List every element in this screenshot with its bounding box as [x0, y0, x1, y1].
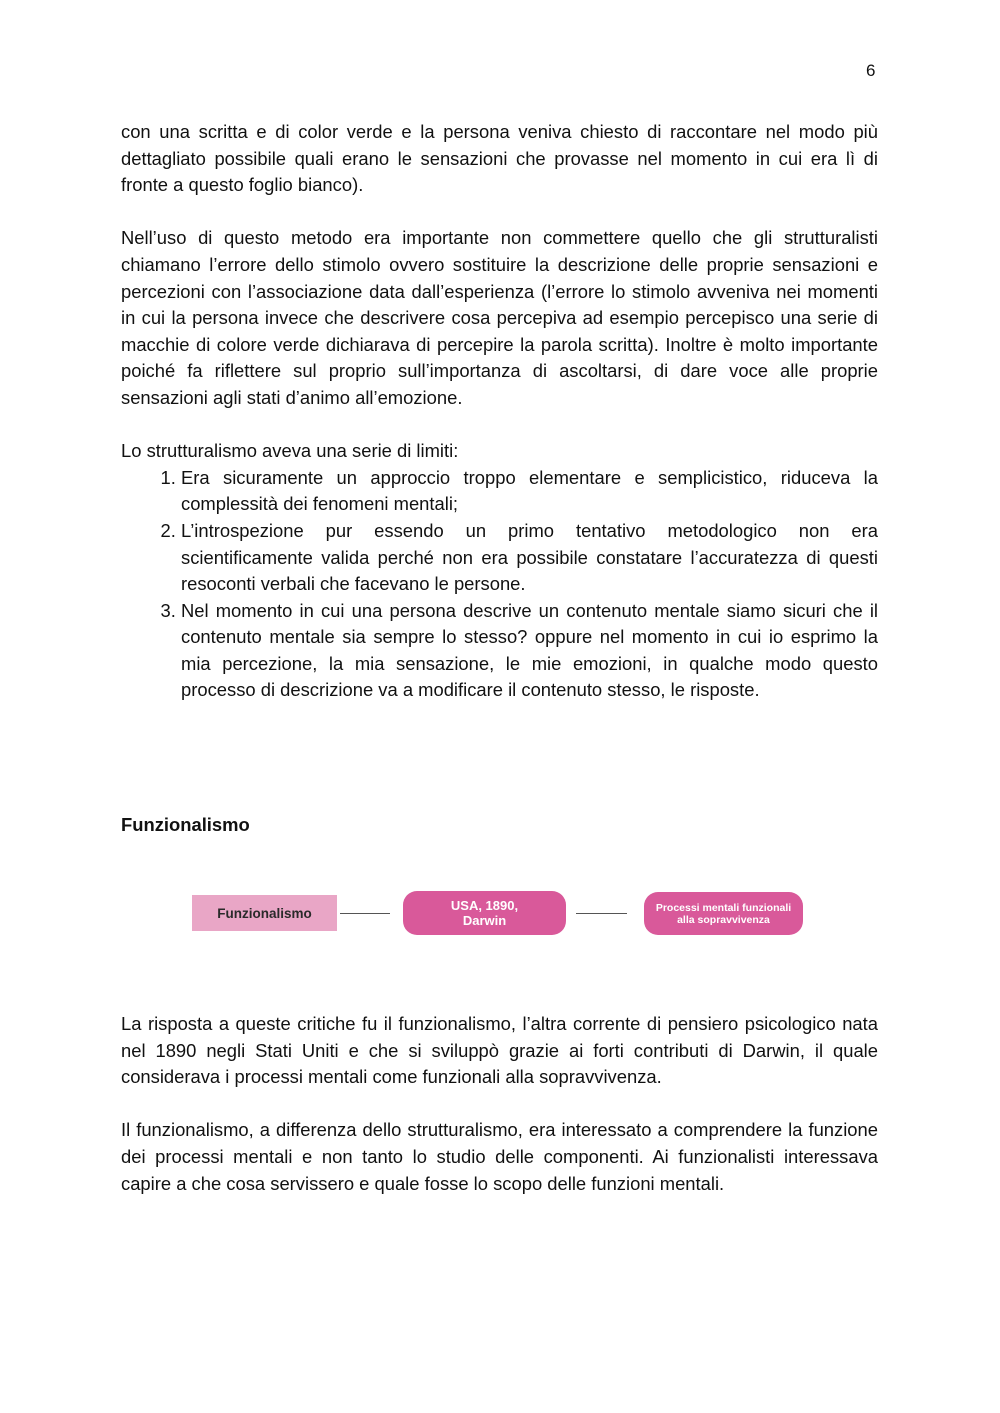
body-text-top — [121, 119, 878, 704]
limits-list — [121, 465, 878, 704]
section-heading: Funzionalismo — [121, 814, 250, 835]
list-item: 3. Nel momento in cui una persona descrive un contenuto mentale siamo sicuri che il contenuto mentale sia sempre lo stesso? oppure nel momento in cui io esprimo la mia percezione, la mia sensazione, le mie emozioni, in qualche modo questo processo di descrizione va a modificare il contenuto stesso, le risposte. — [181, 598, 878, 704]
diagram-node-funzionalismo: Funzionalismo — [192, 895, 337, 931]
diagram-connector — [576, 913, 627, 914]
diagram-node-origin — [403, 891, 566, 935]
paragraph: Nell’uso di questo metodo era importante non commettere quello che gli strutturalisti chiamano l’errore dello stimolo ovvero sostituire la descrizione delle proprie sensazioni e percezioni con l’associazione data dall’esperienza (l’errore lo stimolo avveniva nei momenti in cui la persona invece che descrivere cosa percepiva ad esempio percepisco una serie di macchie di colore verde dichiarava di percepire la parola scritta). Inoltre è molto importante poiché fa riflettere sul proprio sull’importanza di ascoltarsi, di dare voce alle proprie sensazioni agli stati d’animo all’emozione. — [121, 227, 878, 408]
diagram-connector — [340, 913, 390, 914]
list-item: 1. Era sicuramente un approccio troppo elementare e semplicistico, riduceva la complessità dei fenomeni mentali; — [181, 465, 878, 518]
paragraph: Il funzionalismo, a differenza dello strutturalismo, era interessato a comprendere la funzione dei processi mentali e non tanto lo studio delle componenti. Ai funzionalisti interessava capire a che cosa servissero e quale fosse lo scopo delle funzioni mentali. — [121, 1119, 878, 1194]
body-text-bottom — [121, 1011, 878, 1197]
paragraph: con una scritta e di color verde e la persona veniva chiesto di raccontare nel modo più dettagliato possibile quali erano le sensazioni che provasse nel momento in cui era lì di fronte a questo foglio bianco). — [121, 121, 878, 196]
diagram-node-processes-label: Processi mentali funzionali alla sopravvivenza — [655, 901, 792, 926]
paragraph: Lo strutturalismo aveva una serie di limiti: — [121, 440, 459, 462]
diagram-node-origin-label: USA, 1890, Darwin — [450, 898, 519, 928]
list-item: 2. L’introspezione pur essendo un primo tentativo metodologico non era scientificamente valida perché non era possibile constatare l’accuratezza di questi resoconti verbali che facevano le persone. — [181, 518, 878, 598]
diagram-node-processes — [644, 892, 803, 935]
page-number: 6 — [866, 61, 876, 80]
paragraph: La risposta a queste critiche fu il funzionalismo, l’altra corrente di pensiero psicologico nata nel 1890 negli Stati Uniti e che si sviluppò grazie ai forti contributi di Darwin, il quale considerava i processi mentali come funzionali alla sopravvivenza. — [121, 1013, 878, 1088]
